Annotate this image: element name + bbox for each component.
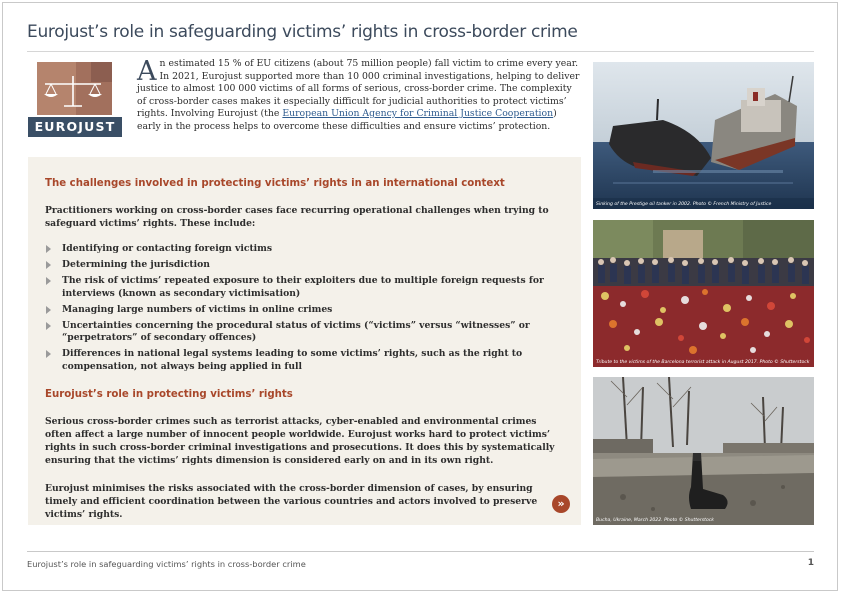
role-paragraph-2: Eurojust minimises the risks associated with the cross-border dimension of cases, by ensuring timely and efficient coordination between the various countries and actors involved to preserve victims’ rights. — [45, 483, 538, 520]
photo-caption: Tribute to the victims of the Barcelona terrorist attack in August 2017. Photo © Shutterstock — [596, 360, 810, 365]
eurojust-logo — [28, 62, 122, 137]
memorial-image — [593, 220, 814, 367]
list-item — [45, 348, 560, 373]
footer-divider — [27, 551, 814, 552]
intro-paragraph — [137, 58, 582, 133]
drop-cap: A — [137, 56, 157, 87]
challenges-heading: The challenges involved in protecting victims’ rights in an international context — [45, 178, 505, 189]
list-item-text: Differences in national legal systems leading to some victims’ rights, such as the right to compensation, not always being applied in full — [62, 348, 523, 372]
bullet-arrow-icon — [46, 245, 51, 253]
list-item — [45, 243, 560, 256]
list-item-text: Determining the jurisdiction — [62, 259, 210, 270]
next-page-button[interactable]: » — [552, 495, 570, 513]
photo-caption: Bucha, Ukraine, March 2022. Photo © Shutterstock — [596, 518, 714, 523]
photo-prestige-tanker — [593, 62, 814, 209]
title-divider — [27, 51, 814, 52]
footer-title: Eurojust’s role in safeguarding victims’ rights in cross-border crime — [27, 559, 306, 569]
scales-of-justice-icon — [37, 62, 112, 115]
page-number: 1 — [807, 558, 814, 568]
photo-bucha — [593, 377, 814, 525]
photo-caption: Sinking of the Prestige oil tanker in 2002. Photo © French Ministry of Justice — [596, 202, 772, 207]
eurojust-agency-link[interactable]: European Union Agency for Criminal Justice Cooperation — [282, 108, 554, 119]
role-heading: Eurojust’s role in protecting victims’ rights — [45, 389, 293, 400]
list-item — [45, 304, 560, 317]
bullet-arrow-icon — [46, 322, 51, 330]
list-item-text: Uncertainties concerning the procedural status of victims (“victims” versus “witnesses” or “perpetrators” of secondary offences) — [62, 319, 530, 343]
bullet-arrow-icon — [46, 306, 51, 314]
list-item-text: Managing large numbers of victims in online crimes — [62, 303, 333, 315]
role-paragraph-1: Serious cross-border crimes such as terrorist attacks, cyber-enabled and environmental crimes often affect a large number of innocent people worldwide. Eurojust works hard to protect victims’ rights in such cross-border criminal investigations and prosecutions. It does this by systematically ensuring that the victims’ rights dimension is considered early on and in its own right. — [45, 416, 555, 466]
list-item — [45, 275, 560, 300]
info-box — [28, 157, 581, 525]
page-title: Eurojust’s role in safeguarding victims’ rights in cross-border crime — [27, 22, 578, 42]
photo-barcelona-tribute — [593, 220, 814, 367]
intro-text-start: n estimated 15 % of EU citizens (about 75 million people) fall victim to crime every year. In 2021, Eurojust supported more than 10 000 criminal investigations, helping to deliver justice to almost 100 000 victims of all forms of serious, cross-border crime. The complexity of cross-border cases makes it especially difficult for judicial authorities to protect victims’ rights. Involving Eurojust (the — [137, 58, 580, 119]
intro-text-end: ) early in the process helps to overcome these difficulties and ensure victims’ protection. — [137, 108, 557, 132]
tanker-image — [593, 62, 814, 209]
list-item — [45, 320, 560, 345]
list-item-text: Identifying or contacting foreign victims — [62, 243, 273, 254]
bullet-arrow-icon — [46, 277, 51, 285]
bullet-arrow-icon — [46, 350, 51, 358]
list-item — [45, 259, 560, 272]
bullet-arrow-icon — [46, 261, 51, 269]
challenges-list — [45, 243, 560, 377]
list-item-text: The risk of victims’ repeated exposure to their exploiters due to multiple foreign requests for interviews (known as secondary victimisation) — [62, 275, 544, 299]
bucha-street-image — [593, 377, 814, 525]
challenges-intro: Practitioners working on cross-border cases face recurring operational challenges when trying to safeguard victims’ rights. These include: — [45, 205, 549, 229]
logo-wordmark: EUROJUST — [28, 117, 122, 137]
